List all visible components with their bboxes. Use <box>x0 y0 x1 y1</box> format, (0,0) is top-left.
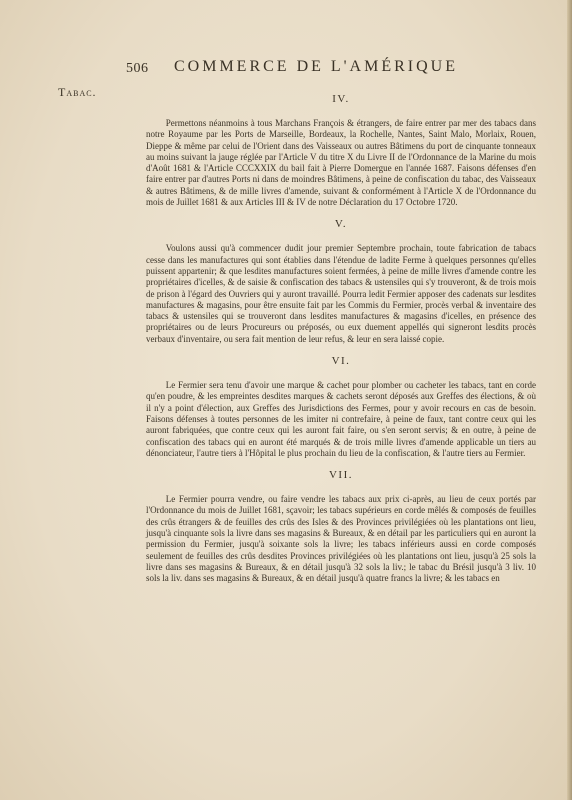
article-vi <box>146 354 536 459</box>
article-text: Le Fermier pourra vendre, ou faire vendre les tabacs aux prix ci-après, au lieu de ceux portés par l'Ordonnance du mois de Juillet 1681, sçavoir; les tabacs supérieurs en corde mêlés & composés de feuilles des crûs étrangers & de feuilles des crûs des Isles & des Provinces privilégiées où les plantations ont lieu, jusqu'à cinquante sols la livre dans ses magasins & Bureaux, & en détail par les particuliers qui en auront la permission du Fermier, jusqu'à soixante sols la livre; les tabacs inférieurs aussi en corde composés seulement de feuilles des crûs desdites Provinces privilégiées où les plantations ont lieu, jusqu'à 25 sols la livre dans ses magasins & Bureaux, & en détail jusqu'à 32 sols la liv.; le tabac du Brésil jusqu'à 3 liv. 10 sols la liv. dans ses magasins & Bureaux, & en détail jusqu'à quatre francs la livre; & les tabacs en <box>146 494 536 584</box>
article-text: Permettons néanmoins à tous Marchans François & étrangers, de faire entrer par mer des tabacs dans notre Royaume par les Ports de Marseille, Bordeaux, la Rochelle, Nantes, Saint Malo, Morlaix, Rouen, Dieppe & même par celui de l'Orient dans des Vaisseaux ou autres Bâtimens du port de cinquante tonneaux au moins suivant la jauge réglée par l'Article V du titre X du Livre II de l'Ordonnance de la Marine du mois d'Août 1681 & l'Article CCCXXIX du bail fait à Pierre Domergue en l'année 1687. Faisons défenses d'en faire entrer par d'autres Ports ni dans de moindres Bâtimens, à peine de confiscation du tabac, des Vaisseaux & autres Bâtimens, & de mille livres d'amende, suivant & conformément à l'Article X de l'Ordonnance du mois de Juillet 1681 & aux Articles III & IV de notre Déclaration du 17 Octobre 1720. <box>146 118 536 208</box>
article-heading: VI. <box>331 355 351 368</box>
article-text: Le Fermier sera tenu d'avoir une marque & cachet pour plomber ou cacheter les tabacs, tant en corde qu'en poudre, & les empreintes desdites marques & cachets seront déposés aux Greffes des élections, & où il n'y a point d'élection, aux Greffes des Jurisdictions des Fermes, pour y avoir recours en cas de besoin. Faisons défenses à toutes personnes de les imiter ni contrefaire, à peine de faux, tant contre ceux qui les auront fabriquées, que contre ceux qui les auront fait faire, ou s'en seront servis; & en outre, à peine de confiscation des tabacs qui en auront été marqués & de trois mille livres d'amende applicable un tiers au dénonciateur, l'autre tiers à l'Hôpital le plus prochain du lieu de la confiscation, & l'autre tiers au Fermier. <box>146 380 536 458</box>
article-heading: VII. <box>328 469 354 482</box>
page-body <box>146 90 536 585</box>
article-heading: IV. <box>332 93 350 105</box>
article-text: Voulons aussi qu'à commencer dudit jour premier Septembre prochain, toute fabrication de tabacs cesse dans les manufactures qui sont établies dans l'étendue de ladite Ferme à quelques personnes qu'elles puissent appartenir; & que lesdites manufactures soient fermées, à peine de mille livres d'amende contre les propriétaires d'icelles, & de saisie & confiscation des tabacs & ustensiles qui s'y trouveront, & de trois mois de prison à l'égard des Ouvriers qui y auront travaillé. Pourra ledit Fermier apposer des cadenats sur lesdites manufactures & magasins, pour être ensuite fait par les Commis du Fermier, procès verbal & inventaire des tabacs & ustensiles qui se trouveront dans lesdites manufactures & magasins d'icelles, en présence des propriétaires ou de leurs Procureurs ou préposés, ou eux duement appellés qui signeront lesdits procès verbaux d'inventaire, ou sera fait mention de leur refus, & leur en sera laissé copie. <box>146 243 536 344</box>
margin-note: Tabac. <box>58 85 97 99</box>
article-iv <box>146 92 536 208</box>
article-v <box>146 217 536 345</box>
article-heading: V. <box>334 218 348 231</box>
article-vii <box>146 468 536 584</box>
page-number: 506 <box>126 61 149 76</box>
page-edge <box>567 0 572 800</box>
running-head: COMMERCE DE L'AMÉRIQUE <box>174 58 458 75</box>
